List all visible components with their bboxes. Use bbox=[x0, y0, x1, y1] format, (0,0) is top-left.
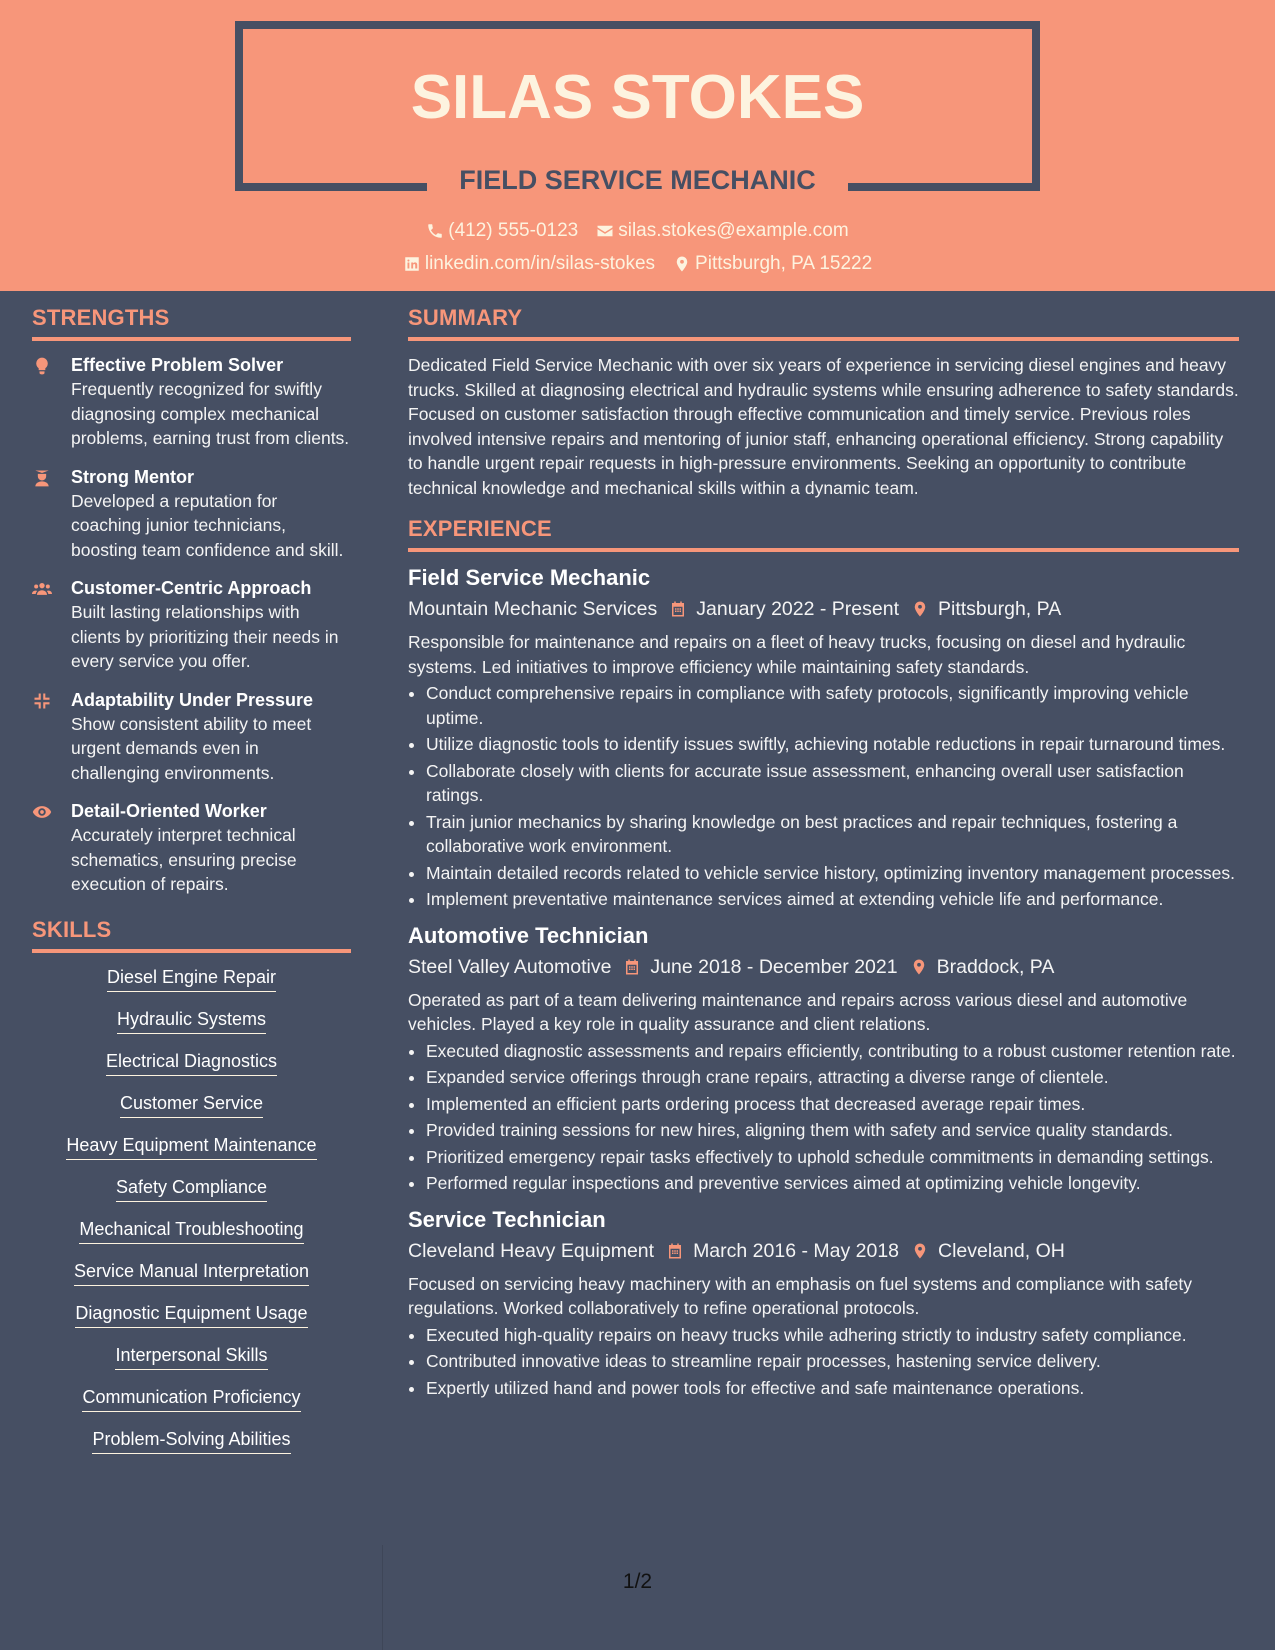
contact-phone[interactable] bbox=[426, 220, 578, 242]
job-description: Focused on servicing heavy machinery with an emphasis on fuel systems and compliance with safety regulations. Worked collaboratively to refine operational protocols. bbox=[408, 1273, 1192, 1318]
strength-title: Effective Problem Solver bbox=[71, 355, 284, 375]
strength-title: Adaptability Under Pressure bbox=[71, 689, 314, 710]
bullet-item: • Train junior mechanics by sharing knowledge on best practices and repair techniques, fostering a collaborative work environment. bbox=[426, 810, 1239, 859]
bullet-item: • Implement preventative maintenance services aimed at extending vehicle life and performance. bbox=[426, 887, 1239, 912]
phone-text: (412) 555-0123 bbox=[448, 220, 579, 241]
compress-icon bbox=[32, 691, 52, 711]
calendar-icon bbox=[666, 1242, 684, 1260]
job-entry bbox=[408, 922, 1239, 1196]
strength-desc: Developed a reputation for coaching junior technicians, boosting team confidence and skill. bbox=[71, 490, 344, 560]
contact-linkedin[interactable] bbox=[403, 253, 655, 275]
job-meta bbox=[408, 1234, 1239, 1268]
job-description: Responsible for maintenance and repairs on a fleet of heavy trucks, focusing on diesel and hydraulic systems. Led initiatives to improve efficiency while maintaining safety standards. bbox=[408, 632, 1186, 677]
page-number: 1/2 bbox=[622, 1570, 653, 1593]
strength-title: Customer-Centric Approach bbox=[71, 578, 312, 598]
column-divider bbox=[382, 1545, 383, 1650]
contact-row-1 bbox=[0, 220, 1275, 242]
strength-item bbox=[32, 353, 351, 451]
strength-desc: Frequently recognized for swiftly diagnosing complex mechanical problems, earning trust from clients. bbox=[71, 379, 350, 448]
bullet-item: • Utilize diagnostic tools to identify issues swiftly, achieving notable reductions in repair turnaround times. bbox=[426, 732, 1239, 757]
left-column bbox=[32, 305, 351, 1469]
job-company: Mountain Mechanic Services bbox=[408, 598, 658, 620]
skill-item: Electrical Diagnostics bbox=[106, 1049, 277, 1076]
strength-item bbox=[32, 688, 351, 786]
bullet-item: • Expanded service offerings through crane repairs, attracting a diverse range of clientele. bbox=[426, 1065, 1239, 1090]
skills-heading: SKILLS bbox=[32, 917, 351, 953]
bullet-item: • Conduct comprehensive repairs in compliance with safety protocols, significantly improving vehicle uptime. bbox=[426, 681, 1239, 730]
job-location: Braddock, PA bbox=[936, 955, 1055, 978]
strength-title: Strong Mentor bbox=[71, 466, 194, 487]
job-title: FIELD SERVICE MECHANIC bbox=[459, 165, 816, 195]
linkedin-text: linkedin.com/in/silas-stokes bbox=[424, 253, 656, 274]
summary-heading: SUMMARY bbox=[408, 305, 1239, 341]
experience-heading: EXPERIENCE bbox=[408, 516, 1239, 552]
strength-title: Detail-Oriented Worker bbox=[71, 801, 267, 821]
job-meta bbox=[408, 950, 1239, 984]
bullet-item: • Contributed innovative ideas to streamline repair processes, hastening service delivery. bbox=[426, 1349, 1239, 1374]
job-bullets bbox=[408, 1039, 1239, 1196]
map-pin-icon bbox=[911, 1242, 929, 1260]
users-icon bbox=[32, 579, 52, 599]
bullet-item: • Provided training sessions for new hires, aligning them with safety and service quality standards. bbox=[426, 1118, 1239, 1143]
right-column bbox=[408, 305, 1239, 1410]
job-role: Field Service Mechanic bbox=[408, 565, 651, 590]
job-dates: March 2016 - May 2018 bbox=[693, 1239, 900, 1262]
job-meta bbox=[408, 592, 1239, 626]
job-entry bbox=[408, 564, 1239, 912]
strengths-heading: STRENGTHS bbox=[32, 305, 351, 341]
bullet-item: • Expertly utilized hand and power tools for effective and safe maintenance operations. bbox=[426, 1376, 1239, 1401]
job-location: Pittsburgh, PA bbox=[938, 598, 1062, 620]
strength-item bbox=[32, 799, 351, 897]
calendar-icon bbox=[669, 600, 687, 618]
skill-list bbox=[32, 965, 351, 1469]
bullet-item: • Maintain detailed records related to vehicle service history, optimizing inventory management processes. bbox=[426, 861, 1239, 886]
eye-icon bbox=[32, 802, 52, 822]
map-pin-icon bbox=[673, 255, 691, 273]
strength-item bbox=[32, 576, 351, 674]
skill-item: Problem-Solving Abilities bbox=[92, 1427, 290, 1454]
bullet-item: • Prioritized emergency repair tasks effectively to uphold schedule commitments in demanding settings. bbox=[426, 1145, 1239, 1170]
bullet-item: • Executed diagnostic assessments and repairs efficiently, contributing to a robust customer retention rate. bbox=[426, 1039, 1239, 1064]
lightbulb-icon bbox=[32, 356, 52, 376]
skill-item: Interpersonal Skills bbox=[115, 1343, 267, 1370]
skill-item: Customer Service bbox=[120, 1091, 263, 1118]
map-pin-icon bbox=[911, 600, 929, 618]
envelope-icon bbox=[596, 222, 614, 240]
bullet-item: • Performed regular inspections and preventive services aimed at optimizing vehicle longevity. bbox=[426, 1171, 1239, 1196]
map-pin-icon bbox=[910, 958, 928, 976]
bullet-item: • Executed high-quality repairs on heavy trucks while adhering strictly to industry safety compliance. bbox=[426, 1323, 1239, 1348]
job-role: Service Technician bbox=[408, 1206, 606, 1232]
job-dates: June 2018 - December 2021 bbox=[650, 955, 898, 978]
skill-item: Heavy Equipment Maintenance bbox=[66, 1133, 316, 1160]
bullet-item: • Implemented an efficient parts ordering process that decreased average repair times. bbox=[426, 1092, 1239, 1117]
job-dates: January 2022 - Present bbox=[696, 598, 899, 620]
candidate-name: SILAS STOKES bbox=[410, 63, 865, 132]
linkedin-icon bbox=[403, 255, 421, 273]
contact-location bbox=[673, 253, 872, 275]
skill-item: Mechanical Troubleshooting bbox=[79, 1217, 303, 1244]
skill-item: Safety Compliance bbox=[116, 1175, 267, 1202]
phone-icon bbox=[426, 222, 444, 240]
strength-desc: Show consistent ability to meet urgent demands even in challenging environments. bbox=[71, 713, 312, 783]
contact-row-2 bbox=[0, 253, 1275, 275]
email-text: silas.stokes@example.com bbox=[618, 220, 849, 241]
location-text: Pittsburgh, PA 15222 bbox=[695, 253, 873, 274]
bullet-item: • Collaborate closely with clients for accurate issue assessment, enhancing overall user satisfaction ratings. bbox=[426, 759, 1239, 808]
strength-item bbox=[32, 465, 351, 563]
calendar-icon bbox=[623, 958, 641, 976]
job-role: Automotive Technician bbox=[408, 922, 649, 948]
job-location: Cleveland, OH bbox=[938, 1239, 1065, 1262]
job-company: Cleveland Heavy Equipment bbox=[408, 1239, 655, 1262]
job-description: Operated as part of a team delivering maintenance and repairs across various diesel and automotive vehicles. Played a key role in quality assurance and client relations. bbox=[408, 989, 1188, 1034]
job-company: Steel Valley Automotive bbox=[408, 955, 612, 978]
job-entry bbox=[408, 1206, 1239, 1401]
strength-desc: Built lasting relationships with clients by prioritizing their needs in every service you offer. bbox=[71, 602, 339, 671]
strength-desc: Accurately interpret technical schematics, ensuring precise execution of repairs. bbox=[71, 825, 297, 894]
skill-item: Service Manual Interpretation bbox=[74, 1259, 309, 1286]
summary-text: Dedicated Field Service Mechanic with over six years of experience in servicing diesel engines and heavy trucks. Skilled at diagnosing electrical and hydraulic systems while ensuring adherence to safety standards. Focused on customer satisfaction through effective communication and timely service. Previous roles involved intensive repairs and mentoring of junior staff, enhancing operational efficiency. Strong capability to handle urgent repair requests in high-pressure environments. Seeking an opportunity to contribute technical knowledge and mechanical skills within a dynamic team. bbox=[408, 355, 1239, 498]
skill-item: Communication Proficiency bbox=[82, 1385, 300, 1412]
job-bullets bbox=[408, 681, 1239, 912]
graduate-icon bbox=[32, 468, 52, 488]
skill-item: Diesel Engine Repair bbox=[107, 965, 276, 992]
skill-item: Diagnostic Equipment Usage bbox=[75, 1301, 307, 1328]
header-banner bbox=[0, 0, 1275, 291]
job-bullets bbox=[408, 1323, 1239, 1401]
contact-email[interactable] bbox=[596, 220, 848, 242]
skill-item: Hydraulic Systems bbox=[117, 1007, 266, 1034]
